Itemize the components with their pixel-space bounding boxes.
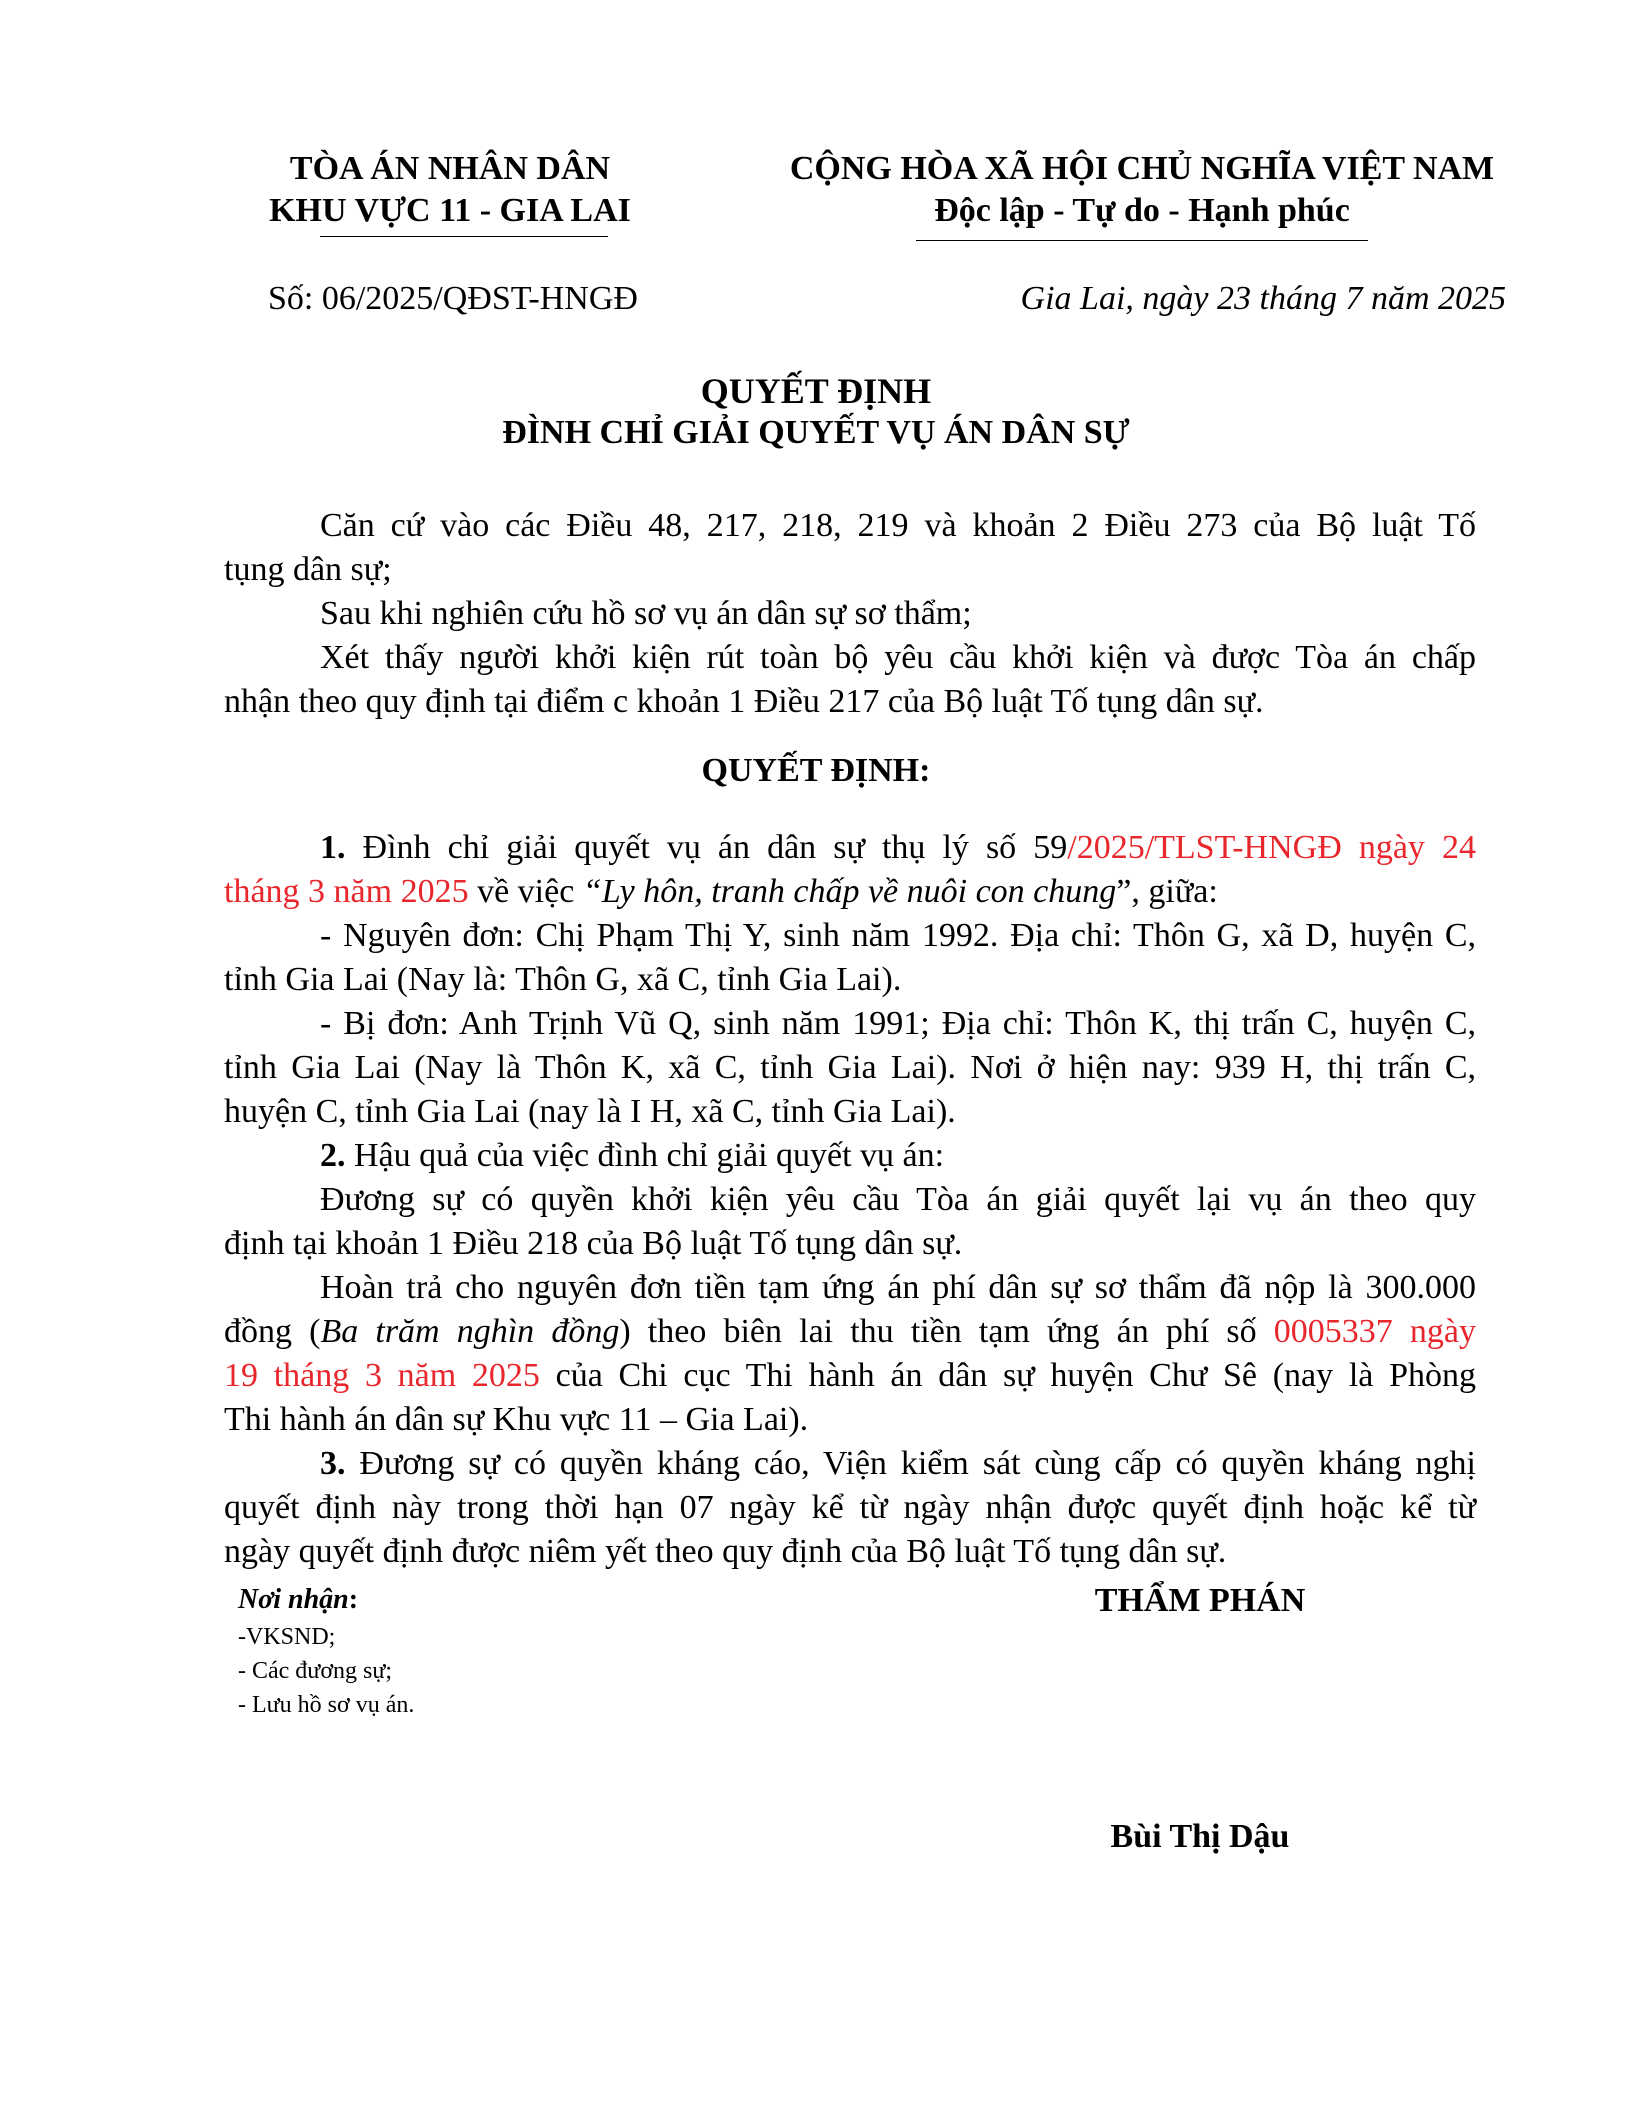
court-name-underline [320, 236, 608, 237]
national-motto-underline [916, 240, 1368, 241]
item2-text: ) theo biên lai thu tiền tạm ứng án phí số [619, 1313, 1274, 1350]
defendant-line: tỉnh Gia Lai (Nay là Thôn K, xã C, tỉnh Gia Lai). Nơi ở hiện nay: 939 H, thị trấn C, [224, 1049, 1476, 1086]
national-motto: Độc lập - Tự do - Hạnh phúc [934, 192, 1350, 229]
item1-number: 1. [320, 829, 346, 866]
item1-line [320, 826, 1476, 870]
document-subtitle: ĐÌNH CHỈ GIẢI QUYẾT VỤ ÁN DÂN SỰ [502, 414, 1130, 451]
preamble-line: nhận theo quy định tại điểm c khoản 1 Điều 217 của Bộ luật Tố tụng dân sự. [224, 683, 1264, 720]
case-number-highlight: /2025/TLST-HNGĐ ngày 24 [1067, 829, 1476, 866]
item2-line [224, 1310, 1476, 1354]
plaintiff-line: - Nguyên đơn: Chị Phạm Thị Y, sinh năm 1992. Địa chỉ: Thôn G, xã D, huyện C, [320, 917, 1476, 954]
receipt-number-highlight: 0005337 ngày [1273, 1313, 1477, 1350]
preamble-line: Sau khi nghiên cứu hồ sơ vụ án dân sự sơ thẩm; [320, 595, 972, 632]
recipients-colon: : [348, 1584, 359, 1615]
item3-line: ngày quyết định được niêm yết theo quy định của Bộ luật Tố tụng dân sự. [224, 1533, 1227, 1570]
signer-name: Bùi Thị Dậu [1110, 1818, 1290, 1855]
document-number: Số: 06/2025/QĐST-HNGĐ [268, 280, 638, 317]
item2-line: Đương sự có quyền khởi kiện yêu cầu Tòa án giải quyết lại vụ án theo quy [320, 1181, 1476, 1218]
item2-line: Thi hành án dân sự Khu vực 11 – Gia Lai). [224, 1401, 809, 1438]
recipient-item: - Lưu hồ sơ vụ án. [238, 1692, 415, 1718]
court-name-line2: KHU VỰC 11 - GIA LAI [269, 192, 631, 229]
preamble-line: Xét thấy người khởi kiện rút toàn bộ yêu cầu khởi kiện và được Tòa án chấp [320, 639, 1476, 676]
decision-heading: QUYẾT ĐỊNH: [701, 752, 931, 789]
recipient-item: -VKSND; [238, 1624, 336, 1650]
item2-line: định tại khoản 1 Điều 218 của Bộ luật Tố tụng dân sự. [224, 1225, 963, 1262]
recipient-item: - Các đương sự; [238, 1658, 393, 1684]
item1-text: Đình chỉ giải quyết vụ án dân sự thụ lý số 59 [345, 829, 1068, 866]
item2-text: Hậu quả của việc đình chỉ giải quyết vụ án: [345, 1137, 945, 1174]
case-subject: “Ly hôn, tranh chấp về nuôi con chung [582, 873, 1117, 910]
place-and-date: Gia Lai, ngày 23 tháng 7 năm 2025 [1020, 280, 1506, 317]
item2-heading [320, 1134, 1476, 1178]
item2-line [224, 1354, 1476, 1398]
item2-text: đồng ( [224, 1313, 321, 1350]
item2-line: Hoàn trả cho nguyên đơn tiền tạm ứng án phí dân sự sơ thẩm đã nộp là 300.000 [320, 1269, 1476, 1306]
item3-line: quyết định này trong thời hạn 07 ngày kể từ ngày nhận được quyết định hoặc kể từ [224, 1489, 1476, 1526]
document-title: QUYẾT ĐỊNH [700, 371, 932, 411]
receipt-date-highlight: 19 tháng 3 năm 2025 [224, 1357, 540, 1394]
court-name-line1: TÒA ÁN NHÂN DÂN [289, 150, 611, 187]
recipients-heading [238, 1584, 358, 1616]
preamble-line: tụng dân sự; [224, 551, 392, 588]
defendant-line: - Bị đơn: Anh Trịnh Vũ Q, sinh năm 1991; Địa chỉ: Thôn K, thị trấn C, huyện C, [320, 1005, 1476, 1042]
defendant-line: huyện C, tỉnh Gia Lai (nay là I H, xã C, tỉnh Gia Lai). [224, 1093, 956, 1130]
recipients-label: Nơi nhận [238, 1584, 349, 1615]
case-date-highlight: tháng 3 năm 2025 [224, 873, 469, 910]
national-title: CỘNG HÒA XÃ HỘI CHỦ NGHĨA VIỆT NAM [789, 150, 1495, 187]
signer-title: THẨM PHÁN [1094, 1582, 1306, 1619]
item2-text: của Chi cục Thi hành án dân sự huyện Chư Sê (nay là Phòng [539, 1357, 1477, 1394]
item2-number: 2. [320, 1137, 346, 1174]
plaintiff-line: tỉnh Gia Lai (Nay là: Thôn G, xã C, tỉnh Gia Lai). [224, 961, 902, 998]
preamble-line: Căn cứ vào các Điều 48, 217, 218, 219 và khoản 2 Điều 273 của Bộ luật Tố [320, 507, 1476, 544]
amount-in-words: Ba trăm nghìn đồng [320, 1313, 620, 1350]
item3-line [320, 1442, 1476, 1486]
item3-text: Đương sự có quyền kháng cáo, Viện kiểm sát cùng cấp có quyền kháng nghị [345, 1445, 1476, 1482]
item1-text: về việc [468, 873, 583, 910]
item1-line [224, 870, 1476, 914]
item3-number: 3. [320, 1445, 346, 1482]
item1-text: ”, giữa: [1116, 873, 1218, 910]
